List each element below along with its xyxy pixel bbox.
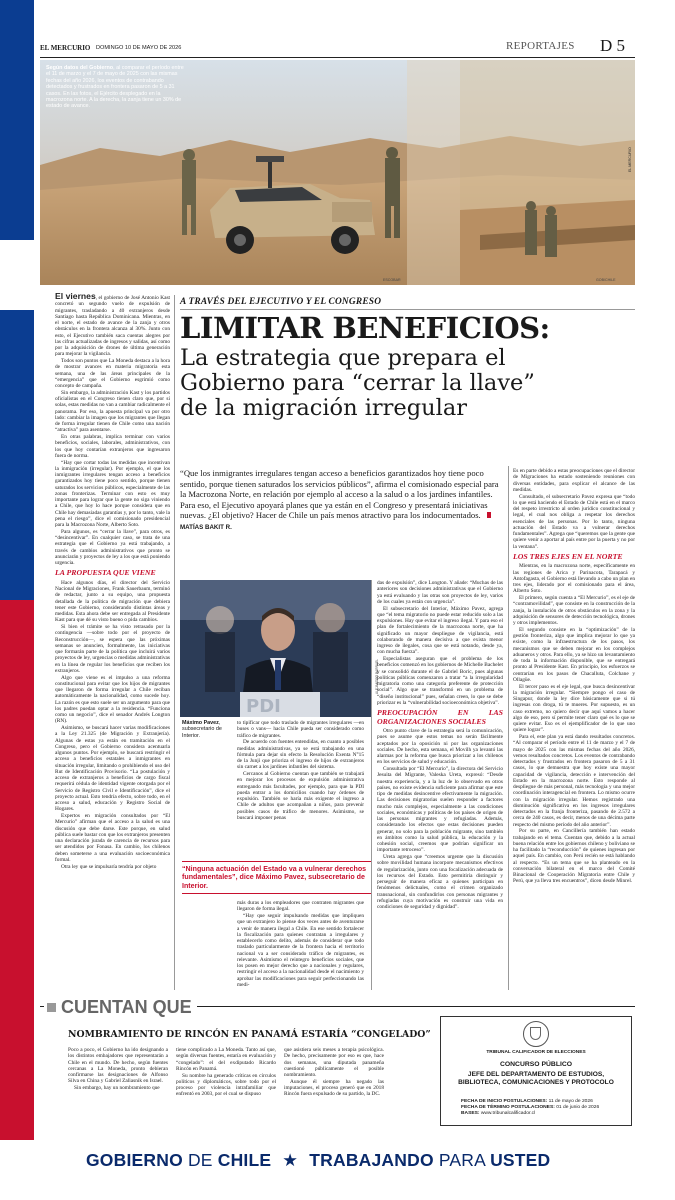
lead-word: El viernes <box>55 291 96 301</box>
tribunal-notice <box>440 1016 632 1126</box>
byline-marker <box>487 512 491 518</box>
paper-date: DOMINGO 10 DE MAYO DE 2026 <box>96 44 182 51</box>
kicker: A TRAVÉS DEL EJECUTIVO Y EL CONGRESO <box>180 297 382 307</box>
cuentan-c1: Poco a poco, el Gobierno ha ido designando a los distintos embajadores que representarán a Chile en el mundo. De hecho, según fuentes cercanas a La Moneda, pronto debieran confirmarse las designaciones de Alfonso Silva en China y Gabriel Zaliasnik en Israel. <box>68 1047 168 1085</box>
footer-usted: USTED <box>490 1150 551 1170</box>
photo-credit-2: GOB/CHILE <box>596 278 616 282</box>
mid-column-bottom <box>237 900 364 989</box>
footer-star-icon: ★ <box>282 1151 299 1171</box>
right-p8: Por su parte, en Cancillería también han estado trabajando en el tema. Cuentan que, debido a la actual buena relación entre los gobiernos chileno y boliviano se ha facilitado la “reconducción” de quienes ingresan por aquel país. En cambio, con Perú recién se está hablando al respecto. “Es un tema que se ha planteado en la conversación bilateral en el marco del Comité Binacional de Cooperación Migratoria entre Chile y Perú, que ya lleva tres encuentros”, dicen desde Minrel. <box>513 828 635 885</box>
right-p2: Consultado, el subsecretario Pavez expresa que “todo lo que está haciendo el Estado de Chile está en el marco del respeto irrestricto al orden jurídico constitucional y legal, el cual nos obliga a respetar los derechos esenciales de las personas. Por lo tanto, ninguna actuación del Estado va a vulnerar derechos fundamentales”. Agrega que “queremos que la gente que quiere venir a aportar al país entre por la puerta y no por la ventana”. <box>513 493 635 550</box>
center-column <box>377 580 503 911</box>
cuentan-headline: NOMBRAMIENTO DE RINCÓN EN PANAMÁ ESTARÍA “CONGELADO” <box>68 1029 431 1040</box>
mid-p4: más duras a los empleadores que contraten migrantes que llegaron de forma ilegal. <box>237 900 364 913</box>
left-p3: Sin embargo, la administración Kast y los partidos oficialistas en el Congreso tienen claro que, por sí solas, estas medidas no van a cambiar radicalmente el panorama. Por eso, la apuesta principal va por otro lado: cambiar la imagen que los migrantes que llegan de forma irregular tienen de Chile como una nación “atractiva” para asentarse. <box>55 389 170 434</box>
svg-text:PDI: PDI <box>246 696 281 717</box>
right-p1: Es en parte debido a estas preocupaciones que el director de Migraciones ha estado sosteniendo reuniones con diversas entidades, para explicar el alcance de las medidas. <box>513 468 635 493</box>
mid-p1: to tipificar que todo traslado de migrantes irregulares —en buses o vans— hacia Chile pueda ser considerado como tráfico de migrantes. <box>237 720 364 739</box>
footer-chile: CHILE <box>217 1150 272 1170</box>
cuentan-col-3 <box>284 1047 384 1098</box>
header-rule <box>40 57 635 58</box>
kicker-rule <box>180 309 635 310</box>
mid-p2: De acuerdo con fuentes entendidas, en cuanto a posibles medidas administrativas, ya se está trabajando en una fórmula para dejar sin efecto la Resolución Exenta N°15 de la Junji que prioriza el ingreso de hijos de extranjeros sin carnet a los jardines infantiles del sistema. <box>237 739 364 771</box>
left-p4: En otras palabras, implica terminar con varios beneficios, sociales, laborales, administrativos, con los que hoy contarían extranjeros que ingresaron fuera de norma. <box>55 434 170 459</box>
intro-box <box>180 468 503 534</box>
photo-credit-vertical: EL MERCURIO <box>628 147 632 172</box>
section-name: REPORTAJES <box>506 40 575 52</box>
caption-name: Máximo Pavez <box>182 720 219 726</box>
portrait-credit: ALEJANDRO BARRUEL <box>375 658 379 694</box>
left-p10: Asimismo, se buscará hacer varias modificaciones a la Ley 21.325 (de Migración y Extranjería). Algunas de estas ya están en tramitación en el Congreso, pero el Gobierno considera acentuarla algunos puntos. Por ejemplo, se buscará restringir el acceso a beneficios estatales a inmigrantes en situación irregular, limitando o prohibiendo el uso del Rut de Identificación Provisorio. “La postulación y acceso de extranjeros a beneficios de cargo fiscal requerirá cédula de identidad vigente otorgada por el Servicio de Registro Civil e Identificación”, dice el proyecto actual. Esto tendría efecto, sobre todo, en el acceso a salud, educación y Registro Social de Hogares. <box>55 725 170 813</box>
left-p1: El viernes, el gobierno de José Antonio Kast concretó un segundo vuelo de expulsión de migrantes, trasladando a 40 extranjeros desde Santiago hasta República Dominicana. Mientras, en el norte, el estado de avance de la zanja y otros obstáculos en la frontera alcanza al 30%. Junto con esto, el Ejecutivo también saca cuentas alegres por las cifras actualizadas de ingresos y salidas, así como por la adquisición de drones de última generación para mejorar la vigilancia. <box>55 291 171 358</box>
right-column <box>513 468 635 885</box>
left-column <box>55 293 170 870</box>
subhead-line-3: de la migración irregular <box>180 395 468 421</box>
subhead-tres-ejes: LOS TRES EJES EN EL NORTE <box>513 551 623 561</box>
top-photo-caption <box>46 65 186 110</box>
right-p7: Para el, este plan ya está dando resultados concretos. “Al comparar el período entre el 11 de marzo y el 7 de mayo de 2025 con las mismas fechas del año 2026, vemos resultados concretos. Los eventos de contrabando detectados y frustrados en frontera pasaron de 5 a 31 casos, lo que demuestra que hoy existe una mayor capacidad de vigilancia, detección e intervención del Estado en la macrozona norte. Esto responde al despliegue de más personal, más tecnología y una mejor coordinación interagencial en frontera. Lo mismo ocurre con la migración irregular. Hemos registrado una disminución significativa en los ingresos irregulares detectados en la franja fronteriza, pasando de 2.572 a cerca de 240 casos, es decir, menos de una décima parte respecto del mismo período del año anterior”. <box>513 734 635 828</box>
right-p6: El tercer paso es el eje legal, que busca desincentivar la migración irregular. “Siempre pongo el caso de Singapur, donde la ley dice básicamente que si tú ingresas con droga, tú te mueres. Por supuesto, es un caso extremo, no quiero decir que aquí vamos a hacer algo de eso, pero sí permite tener claro qué es lo que se quiere evitar. Eso es el ejemplificador de lo que uno quiere lograr”. <box>513 683 635 734</box>
center-p4: Otro punto clave de la estrategia será la comunicación, pues se asume que estos temas no serán fácilmente aceptados por la oposición ni por las organizaciones sociales. De hecho, esta semana, el Movilh ya levantó las alarmas por la reforma que busca priorizar a los chilenos en los servicios de salud y educación. <box>377 728 503 766</box>
notice-dates: FECHA DE INICIO POSTULACIONES: 11 de mayo de 2026 FECHA DE TÉRMINO POSTULACIONES: 01 de junio de 2026 BASES: www.tribunalcalificador.cl <box>461 1099 600 1117</box>
footer-trabajando: TRABAJANDO <box>309 1150 434 1170</box>
portrait-scene <box>180 580 372 717</box>
caption-role: , subsecretario de Interior. <box>182 720 222 739</box>
page-header <box>40 37 635 55</box>
flag-strip <box>0 0 34 1200</box>
left-p2: Todos son puntos que La Moneda destaca a la hora de mostrar avances en materia migratoria esta semana, una de las áreas principales de la “emergencia” que el Gobierno esgrimió como concepto de campaña. <box>55 358 170 389</box>
footer-para: PARA <box>438 1150 486 1170</box>
cuentan-que-tab <box>44 997 197 1017</box>
cuentan-c2b: Su nombre ha generado críticas en círculos políticos y diplomáticos, sobre todo por el proceso por violencia intrafamiliar que enfrentó en 2003, por el cual se dispuso <box>176 1072 276 1098</box>
center-p6: Ureta agrega que “creemos urgente que la discusión sobre movilidad humana incorpore mecanismos efectivos de regularización, junto con una focalización adecuada de los recursos del Estado. Esto permitiría distinguir y perseguir de manera eficaz a quienes participan en fenómenos delictuales, como el crimen organizado transnacional, sin confundirlos con personas migrantes y refugiadas cuya motivación es construir una vida en condiciones de seguridad y dignidad”. <box>377 854 503 911</box>
left-p6: Para algunos, es “cerrar la llave”, para otros, es “desincentivar”. En cualquier caso, se trata de una estrategia que el Gobierno ya está trabajando, a través de cambios administrativos que pronto se anunciarán y proyectos de ley a los que está poniendo urgencia. <box>55 528 171 566</box>
star-icon: ★ <box>3 241 31 276</box>
flag-red <box>0 600 34 1200</box>
portrait-photo <box>180 580 372 717</box>
subhead-propuesta: LA PROPUESTA QUE VIENE <box>55 568 156 578</box>
right-p4: El primero, según cuenta a “El Mercurio”, es el eje de “contramovilidad”, que consiste en la construcción de la zanja, la instalación de otros obstáculos en la zona y la adquisición de sensores de detección tecnológica, drones y otros implementos. <box>513 595 635 627</box>
col-divider-2 <box>371 580 372 990</box>
page-number: D 5 <box>600 36 626 55</box>
cuentan-col-2 <box>176 1047 276 1098</box>
subheadline <box>180 346 635 421</box>
center-p1: das de expulsión”, dice Longton. Y añade: “Muchas de las anteriores son decisiones administrativas que el Gobierno ya está evaluando y las otras son proyectos de ley, varios de los cuales ya están con urgencia”. <box>377 580 503 605</box>
cuentan-c2: tiene complicado a La Moneda. Tanto así que, según diversas fuentes, estaría en evaluación y “congelado”: el del exdiputado Ricardo Rincón en Panamá. <box>176 1047 276 1072</box>
right-p5: El segundo consiste en la “optimización” de la gestión fronteriza, algo que implica mejorar lo que ya existe, como la infraestructura de los pasos, los mecanismos que se deben mejorar en los complejos aduaneros y otros. Para ello, ya se hizo un levantamiento de toda la información disponible, que se entregará pronto al Presidente Kast. En principio, los esfuerzos se centrarían en los pasos de Chacalluta, Colchane y Ollagüe. <box>513 626 635 683</box>
left-p9: Algo que viene es el impulso a una reforma constitucional para evitar que los hijos de migrantes que llegaron de forma irregular a Chile reciban automáticamente la nacionalidad, como sucede hoy. La razón es que esto suele ser un argumento para que los padres puedan optar a la residencia. “Funciona como un negocio”, dice el senador Andrés Longton (RN). <box>55 674 170 725</box>
left-p12: Otra ley que se impulsaría tendría por objeto <box>61 863 157 870</box>
byline: MATÍAS BAKIT R. <box>180 523 232 531</box>
paper-name: EL MERCURIO <box>40 44 91 52</box>
square-icon <box>47 1003 56 1012</box>
mid-column-top <box>237 720 364 822</box>
intro-text: “Que los inmigrantes irregulares tengan acceso a beneficios garantizados hoy tiene poco sentido, porque tienen saturados los servicios públicos”, afirma el comisionado especial para la Macrozona Norte, en relación por ejemplo al acceso a la salud o a los jardines infantiles. Para eso, el Ejecutivo apoyará planes que ya están en el Congreso y presentará iniciativas nuevas. ¿El objetivo? Hacer de Chile un país menos atractivo para los indocumentados. <box>180 468 499 521</box>
footer-text <box>86 1150 606 1171</box>
cuentan-c1b: Sin embargo, hay un nombramiento que <box>74 1085 160 1091</box>
left-p7: Hace algunos días, el director del Servicio Nacional de Migraciones, Frank Sauerbaum, terminó de redactar, junto a su equipo, una propuesta detallada de la política de migración que debiera tener este Gobierno, considerando distintas áreas y medidas. Esta ahora debe ser entregada al Presidente Kast para que dé su visto bueno o pida cambios. <box>55 579 170 624</box>
footer-gobierno: GOBIERNO <box>86 1150 183 1170</box>
footer-de: DE <box>187 1150 213 1170</box>
notice-title: CONCURSO PÚBLICO <box>499 1061 573 1068</box>
pull-quote <box>182 861 372 894</box>
caption-bold: Según datos del Gobierno <box>46 65 114 71</box>
subhead-line-2: Gobierno para “cerrar la llave” <box>180 370 535 396</box>
col-divider-1 <box>174 295 175 990</box>
notice-org: TRIBUNAL CALIFICADOR DE ELECCIONES <box>486 1050 586 1055</box>
headline: LIMITAR BENEFICIOS: <box>180 311 550 345</box>
subhead-preocupacion: PREOCUPACIÓN EN LAS ORGANIZACIONES SOCIALES <box>377 708 503 726</box>
left-p11: Expertos en migración consultados por “El Mercurio” afirman que el acceso a la salud es una discusión que debe darse. Este porque, en salud pública suele bastar con que los extranjeros presenten una declaración jurada de carencia de recursos para ser atendidos por Fonasa. En cambio, los chilenos deben someterse a una evaluación socioeconómica formal. <box>55 813 170 863</box>
center-p5: Consultada por “El Mercurio”, la directora del Servicio Jesuita del Migrante, Valeska Ureta, expresó: “Desde nuestra experiencia, y a la luz de lo observado en otros países, no existe evidencia suficiente para afirmar que este tipo de medidas desincentive efectivamente la migración. Las decisiones migratorias suelen responder a factores mucho más complejos, especialmente a las condiciones sociales, económicas y políticas de los países de origen de las personas migrantes y refugiadas. Además, considerando los efectos que estas decisiones pueden generar, no solo para la población migrante, sino también en ámbitos como la salud pública, la educación y la cohesión social, creemos que podrían significar un importante retroceso”. <box>377 766 503 854</box>
cuentan-c3: que asistiera seis meses a terapia psicológica. De hecho, precisamente por eso es que, hace dos semanas, una diputada panameña cuestionó públicamente el posible nombramiento. <box>284 1047 384 1078</box>
seal-icon <box>523 1021 549 1047</box>
col-divider-right <box>508 466 509 990</box>
left-p5: “Hay que cortar todas las medidas que incentivan la inmigración (irregular). Por ejemplo, el que los inmigrantes irregulares tengan acceso a beneficios garantizados hoy tiene poco sentido, porque tienen saturados los servicios públicos, especialmente de las zonas fronterizas. Terminar con esto es muy importante para lograr que la gente no siga viniendo a Chile, que hoy lo hace porque considera que en Chile hay demasiadas garantías y, por lo tanto, vale la pena el riesgo”, dice el comisionado presidencial para la Macrozona Norte, Alberto Soto. <box>55 459 170 528</box>
center-p2: El subsecretario del Interior, Máximo Pavez, agrega que “el tema migratorio no puede estar reducido solo a las expulsiones. Hay que evitar el ingreso ilegal. Y para eso el plan de fortalecimiento de la macrozona norte, que ha significado un mayor despliegue de vigilancia, está colaborando de manera decisiva a que exista menor ingreso de ilegales, cosa que se está notando, desde ya, con mucha fuerza”. <box>377 605 503 656</box>
subhead-line-1: La estrategia que prepara el <box>180 345 506 371</box>
right-p3: Mientras, en la macrozona norte, específicamente en las regiones de Arica y Parinacota, Tarapacá y Antofagasta, el Gobierno está llevando a cabo un plan en tres ejes, liderado por el comisionado para el área, Alberto Soto. <box>513 563 635 595</box>
pull-quote-text: “Ninguna actuación del Estado va a vulnerar derechos fundamentales”, dice Máximo Pavez, subsecretario de Interior. <box>182 865 367 890</box>
left-p8: Si bien el trámite se ha visto retrasado por la contingencia —sobre todo por el proyecto de Reconstrucción—, se espera que las próximas semanas se anuncien, formalmente, las iniciativas que formarán parte de la política que incluirá varios proyectos de ley, urgencias o medidas administrativas en la línea de regular los beneficios que reciben los extranjeros. <box>55 624 170 674</box>
center-p3: Especialistas aseguran que el problema de los beneficios comenzó en los gobiernos de Michelle Bachelet y se consolidó durante el de Gabriel Boric, pues algunas políticas públicas comenzaron a tratar “a la irregularidad migratoria como una categoría preferente de protección social”. Algo que se transformó en un problema de “diseño institucional” pues, señalan creen, lo que se debe priorizar es la “vulnerabilidad socioeconómica objetiva”. <box>377 656 503 706</box>
photo-credit-1: ESCOBAR <box>383 278 401 282</box>
cuentan-col-1 <box>68 1047 168 1092</box>
footer-banner <box>0 1140 675 1200</box>
portrait-caption <box>182 720 234 739</box>
caption-text: , al comparar el período entre el 11 de marzo y el 7 de mayo de 2025 con las mismas fechas del año 2026, los eventos de contrabando detectados y frustrados en frontera pasaron de 5 a 31 casos. En las fotos, el Ejército desplegado en la macrozona norte. A la derecha, la zanja tiene un 30% de estado de avance. <box>46 65 184 110</box>
notice-position: JEFE DEL DEPARTAMENTO DE ESTUDIOS, BIBLIOTECA, COMUNICACIONES Y PROTOCOLO <box>458 1071 614 1086</box>
mid-p5: “Hay que seguir impulsando medidas que impliquen que un extranjero lo piense dos veces antes de aventurarse a venir de manera ilegal a Chile. En ese sentido fortalecer la fiscalización para quienes contratan a irregulares y establecerlo como delito, además de considerar que todo traslado particularmente de la frontera hacia el territorio nacional va a ser considerado tráfico de migrantes, es relevante. Asimismo el reintegro beneficios sociales, que los posen en mejor derecho que a nacionales y regulares, restringir el acceso a la nacionalidad desde el nacimiento y aprobar las modificaciones para seguir perfeccionando las medi- <box>237 913 364 988</box>
mid-p3: Cercanos al Gobierno cuentan que también se trabajará en mejorar los procesos de expulsión administrativa entregando más facultades, por ejemplo, para que la PDI pueda entrar a los domicilios cuando hay órdenes de expulsión. También se haría más exigente el ingreso a Chile de adultos que acompañan a niños, para prevenir posibles casos de tráfico de menores. Asimismo, se buscará imponer penas <box>237 771 364 821</box>
cuentan-c3b: Aunque él siempre ha negado las imputaciones, el proceso generó que en 2018 Rincón fuera expulsado de su partido, la DC. <box>284 1078 384 1098</box>
cuentan-label: CUENTAN QUE <box>61 997 192 1017</box>
